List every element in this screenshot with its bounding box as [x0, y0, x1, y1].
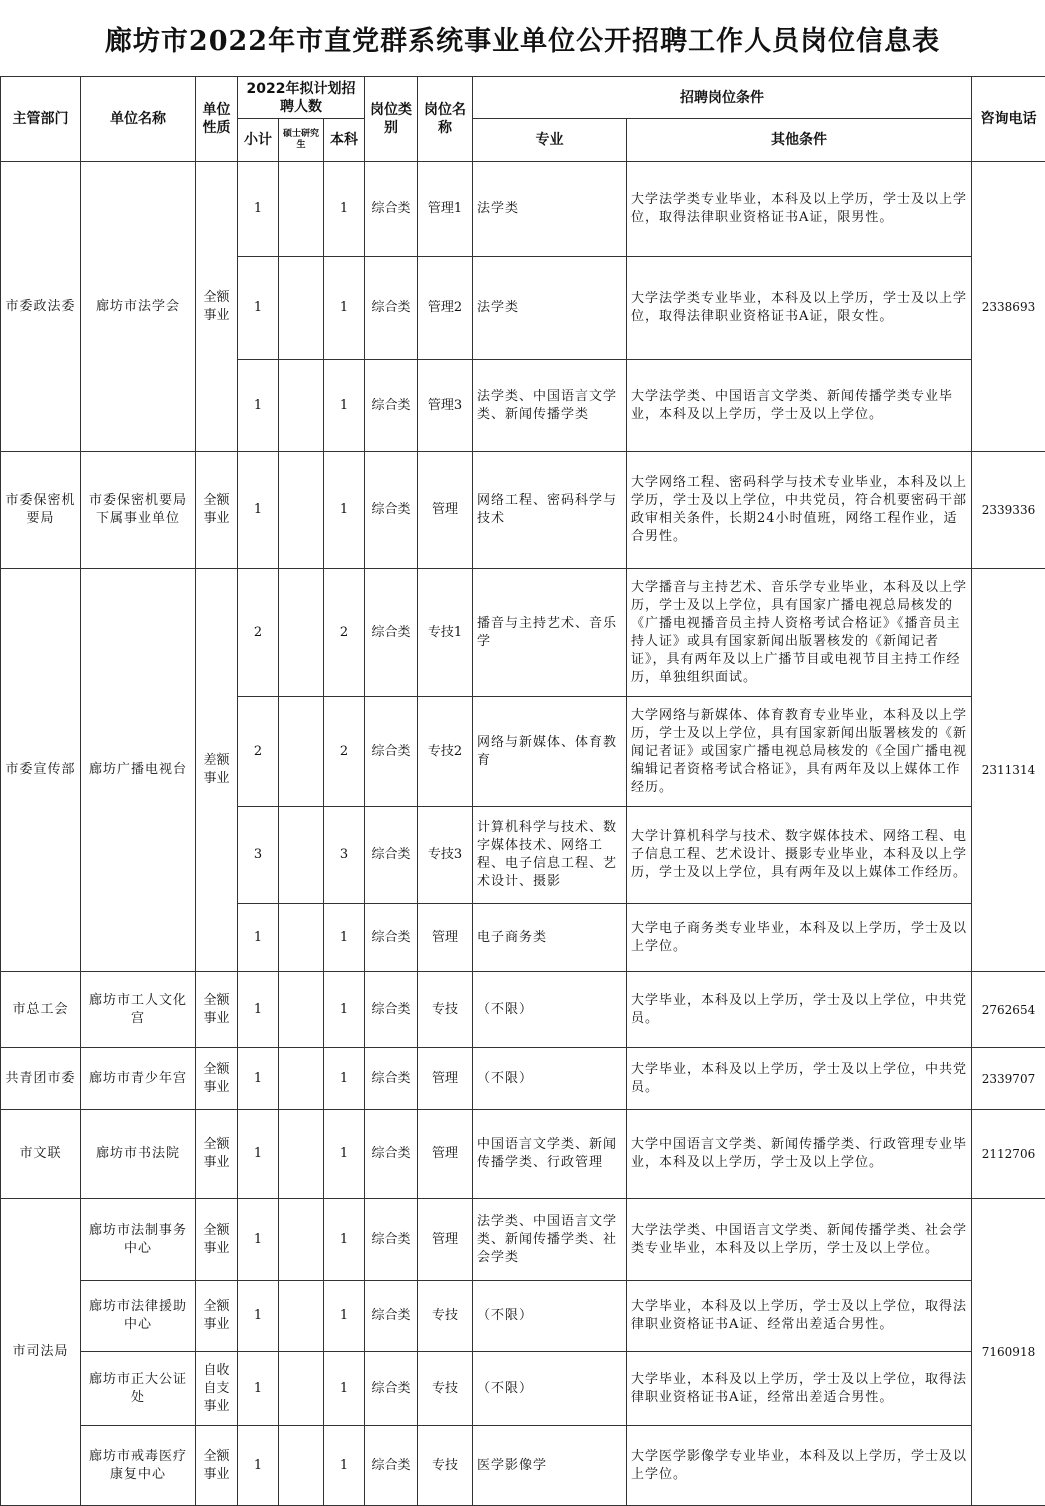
post-name-cell: 管理3 — [418, 360, 473, 452]
phone-cell: 2762654 — [972, 972, 1045, 1048]
other-conditions-cell: 大学网络工程、密码科学与技术专业毕业，本科及以上学历，学士及以上学位，中共党员，符合机要密码干部政审相关条件，长期24小时值班，网络工程作业，适合男性。 — [627, 452, 972, 569]
major-cell: 法学类、中国语言文学类、新闻传播学类、社会学类 — [473, 1199, 627, 1281]
category-cell: 综合类 — [365, 360, 418, 452]
master-cell — [279, 807, 324, 904]
post-name-cell: 专技 — [418, 1281, 473, 1352]
major-cell: 法学类、中国语言文学类、新闻传播学类 — [473, 360, 627, 452]
subtotal-cell: 1 — [238, 904, 279, 972]
other-conditions-cell: 大学法学类专业毕业，本科及以上学历，学士及以上学位，取得法律职业资格证书A证，限女性。 — [627, 257, 972, 360]
table-row — [1, 569, 1045, 697]
category-cell: 综合类 — [365, 1281, 418, 1352]
page-title: 廊坊市2022年市直党群系统事业单位公开招聘工作人员岗位信息表 — [104, 25, 941, 57]
header-other: 其他条件 — [627, 119, 972, 162]
bachelor-cell: 1 — [324, 360, 365, 452]
unit-cell: 廊坊市戒毒医疗康复中心 — [81, 1426, 196, 1506]
category-cell: 综合类 — [365, 452, 418, 569]
category-cell: 综合类 — [365, 972, 418, 1048]
header-plan: 2022年拟计划招聘人数 — [238, 77, 365, 119]
header-bachelor: 本科 — [324, 119, 365, 162]
major-cell: 医学影像学 — [473, 1426, 627, 1506]
header-category: 岗位类别 — [365, 77, 418, 162]
nature-cell: 全额事业 — [196, 162, 238, 452]
major-cell: 播音与主持艺术、音乐学 — [473, 569, 627, 697]
phone-cell: 2338693 — [972, 162, 1045, 452]
table-body — [1, 162, 1045, 1506]
dept-cell: 市文联 — [1, 1110, 81, 1199]
major-cell: 电子商务类 — [473, 904, 627, 972]
table-row — [1, 1281, 1045, 1352]
category-cell: 综合类 — [365, 257, 418, 360]
post-name-cell: 管理 — [418, 452, 473, 569]
other-conditions-cell: 大学计算机科学与技术、数字媒体技术、网络工程、电子信息工程、艺术设计、摄影专业毕业，本科及以上学历，学士及以上学位，具有两年及以上媒体工作经历。 — [627, 807, 972, 904]
other-conditions-cell: 大学网络与新媒体、体育教育专业毕业，本科及以上学历，学士及以上学位，具有国家新闻出版署核发的《新闻记者证》或国家广播电视总局核发的《全国广播电视编辑记者资格考试合格证》，具有两年及以上媒体工作经历。 — [627, 697, 972, 807]
nature-cell: 差额事业 — [196, 569, 238, 972]
subtotal-cell: 1 — [238, 1426, 279, 1506]
major-cell: （不限） — [473, 1281, 627, 1352]
category-cell: 综合类 — [365, 904, 418, 972]
nature-cell: 自收自支事业 — [196, 1352, 238, 1426]
other-conditions-cell: 大学中国语言文学类、新闻传播学类、行政管理专业毕业，本科及以上学历，学士及以上学位。 — [627, 1110, 972, 1199]
post-name-cell: 管理 — [418, 904, 473, 972]
phone-cell: 2339707 — [972, 1048, 1045, 1110]
subtotal-cell: 1 — [238, 360, 279, 452]
dept-cell: 市委保密机要局 — [1, 452, 81, 569]
table-row — [1, 1048, 1045, 1110]
bachelor-cell: 1 — [324, 1048, 365, 1110]
subtotal-cell: 3 — [238, 807, 279, 904]
unit-cell: 廊坊市法制事务中心 — [81, 1199, 196, 1281]
major-cell: （不限） — [473, 1352, 627, 1426]
subtotal-cell: 1 — [238, 257, 279, 360]
subtotal-cell: 1 — [238, 1352, 279, 1426]
other-conditions-cell: 大学毕业，本科及以上学历，学士及以上学位，取得法律职业资格证书A证、经常出差适合男性。 — [627, 1281, 972, 1352]
phone-cell: 2112706 — [972, 1110, 1045, 1199]
table-row — [1, 1110, 1045, 1199]
master-cell — [279, 972, 324, 1048]
header-post-name: 岗位名称 — [418, 77, 473, 162]
major-cell: 网络工程、密码科学与技术 — [473, 452, 627, 569]
subtotal-cell: 1 — [238, 972, 279, 1048]
unit-cell: 廊坊广播电视台 — [81, 569, 196, 972]
dept-cell: 市总工会 — [1, 972, 81, 1048]
table-row — [1, 1426, 1045, 1506]
subtotal-cell: 1 — [238, 1281, 279, 1352]
category-cell: 综合类 — [365, 1110, 418, 1199]
dept-cell: 市委宣传部 — [1, 569, 81, 972]
post-name-cell: 专技1 — [418, 569, 473, 697]
other-conditions-cell: 大学电子商务类专业毕业，本科及以上学历，学士及以上学位。 — [627, 904, 972, 972]
master-cell — [279, 904, 324, 972]
bachelor-cell: 1 — [324, 452, 365, 569]
unit-cell: 廊坊市工人文化宫 — [81, 972, 196, 1048]
post-name-cell: 管理2 — [418, 257, 473, 360]
post-name-cell: 专技2 — [418, 697, 473, 807]
header-phone: 咨询电话 — [972, 77, 1045, 162]
post-name-cell: 专技 — [418, 1352, 473, 1426]
master-cell — [279, 1352, 324, 1426]
subtotal-cell: 1 — [238, 1199, 279, 1281]
category-cell: 综合类 — [365, 1199, 418, 1281]
master-cell — [279, 257, 324, 360]
category-cell: 综合类 — [365, 569, 418, 697]
table-row — [1, 1199, 1045, 1281]
unit-cell: 廊坊市正大公证处 — [81, 1352, 196, 1426]
nature-cell: 全额事业 — [196, 1426, 238, 1506]
major-cell: （不限） — [473, 1048, 627, 1110]
post-name-cell: 专技 — [418, 972, 473, 1048]
other-conditions-cell: 大学毕业，本科及以上学历，学士及以上学位，中共党员。 — [627, 972, 972, 1048]
nature-cell: 全额事业 — [196, 1281, 238, 1352]
major-cell: 计算机科学与技术、数字媒体技术、网络工程、电子信息工程、艺术设计、摄影 — [473, 807, 627, 904]
bachelor-cell: 3 — [324, 807, 365, 904]
nature-cell: 全额事业 — [196, 972, 238, 1048]
subtotal-cell: 2 — [238, 697, 279, 807]
bachelor-cell: 1 — [324, 1352, 365, 1426]
major-cell: 法学类 — [473, 162, 627, 257]
master-cell — [279, 1048, 324, 1110]
category-cell: 综合类 — [365, 1352, 418, 1426]
header-major: 专业 — [473, 119, 627, 162]
master-cell — [279, 360, 324, 452]
bachelor-cell: 1 — [324, 904, 365, 972]
category-cell: 综合类 — [365, 1048, 418, 1110]
nature-cell: 全额事业 — [196, 1110, 238, 1199]
nature-cell: 全额事业 — [196, 1048, 238, 1110]
phone-cell: 7160918 — [972, 1199, 1045, 1506]
other-conditions-cell: 大学毕业，本科及以上学历，学士及以上学位，取得法律职业资格证书A证，经常出差适合男性。 — [627, 1352, 972, 1426]
subtotal-cell: 1 — [238, 1048, 279, 1110]
table-row — [1, 452, 1045, 569]
header-dept: 主管部门 — [1, 77, 81, 162]
bachelor-cell: 1 — [324, 1199, 365, 1281]
post-name-cell: 专技 — [418, 1426, 473, 1506]
category-cell: 综合类 — [365, 807, 418, 904]
bachelor-cell: 2 — [324, 697, 365, 807]
post-name-cell: 管理1 — [418, 162, 473, 257]
other-conditions-cell: 大学毕业，本科及以上学历，学士及以上学位，中共党员。 — [627, 1048, 972, 1110]
subtotal-cell: 2 — [238, 569, 279, 697]
post-name-cell: 管理 — [418, 1110, 473, 1199]
other-conditions-cell: 大学播音与主持艺术、音乐学专业毕业，本科及以上学历，学士及以上学位，具有国家广播电视总局核发的《广播电视播音员主持人资格考试合格证》《播音员主持人证》或具有国家新闻出版署核发的《新闻记者证》，具有两年及以上广播节目或电视节目主持工作经历，单独组织面试。 — [627, 569, 972, 697]
post-name-cell: 专技3 — [418, 807, 473, 904]
subtotal-cell: 1 — [238, 162, 279, 257]
header-subtotal: 小计 — [238, 119, 279, 162]
category-cell: 综合类 — [365, 697, 418, 807]
major-cell: 网络与新媒体、体育教育 — [473, 697, 627, 807]
phone-cell: 2311314 — [972, 569, 1045, 972]
dept-cell: 市司法局 — [1, 1199, 81, 1506]
major-cell: 中国语言文学类、新闻传播学类、行政管理 — [473, 1110, 627, 1199]
bachelor-cell: 1 — [324, 972, 365, 1048]
post-name-cell: 管理 — [418, 1199, 473, 1281]
major-cell: （不限） — [473, 972, 627, 1048]
unit-cell: 廊坊市青少年宫 — [81, 1048, 196, 1110]
dept-cell: 市委政法委 — [1, 162, 81, 452]
master-cell — [279, 1281, 324, 1352]
table-row — [1, 1352, 1045, 1426]
bachelor-cell: 1 — [324, 162, 365, 257]
subtotal-cell: 1 — [238, 452, 279, 569]
nature-cell: 全额事业 — [196, 452, 238, 569]
table-row — [1, 162, 1045, 257]
job-table — [0, 76, 1045, 1506]
header-conditions: 招聘岗位条件 — [473, 77, 972, 119]
master-cell — [279, 452, 324, 569]
nature-cell: 全额事业 — [196, 1199, 238, 1281]
master-cell — [279, 569, 324, 697]
other-conditions-cell: 大学法学类专业毕业，本科及以上学历，学士及以上学位，取得法律职业资格证书A证，限男性。 — [627, 162, 972, 257]
major-cell: 法学类 — [473, 257, 627, 360]
phone-cell: 2339336 — [972, 452, 1045, 569]
bachelor-cell: 1 — [324, 257, 365, 360]
bachelor-cell: 1 — [324, 1110, 365, 1199]
master-cell — [279, 162, 324, 257]
category-cell: 综合类 — [365, 162, 418, 257]
master-cell — [279, 1426, 324, 1506]
bachelor-cell: 1 — [324, 1426, 365, 1506]
unit-cell: 市委保密机要局下属事业单位 — [81, 452, 196, 569]
master-cell — [279, 697, 324, 807]
other-conditions-cell: 大学医学影像学专业毕业，本科及以上学历，学士及以上学位。 — [627, 1426, 972, 1506]
header-nature: 单位性质 — [196, 77, 238, 162]
table-row — [1, 972, 1045, 1048]
unit-cell: 廊坊市法律援助中心 — [81, 1281, 196, 1352]
unit-cell: 廊坊市书法院 — [81, 1110, 196, 1199]
subtotal-cell: 1 — [238, 1110, 279, 1199]
other-conditions-cell: 大学法学类、中国语言文学类、新闻传播学类专业毕业，本科及以上学历，学士及以上学位。 — [627, 360, 972, 452]
post-name-cell: 管理 — [418, 1048, 473, 1110]
bachelor-cell: 2 — [324, 569, 365, 697]
master-cell — [279, 1110, 324, 1199]
unit-cell: 廊坊市法学会 — [81, 162, 196, 452]
other-conditions-cell: 大学法学类、中国语言文学类、新闻传播学类、社会学类专业毕业，本科及以上学历，学士及以上学位。 — [627, 1199, 972, 1281]
category-cell: 综合类 — [365, 1426, 418, 1506]
master-cell — [279, 1199, 324, 1281]
bachelor-cell: 1 — [324, 1281, 365, 1352]
dept-cell: 共青团市委 — [1, 1048, 81, 1110]
header-unit: 单位名称 — [81, 77, 196, 162]
header-master: 硕士研究生 — [279, 119, 324, 162]
